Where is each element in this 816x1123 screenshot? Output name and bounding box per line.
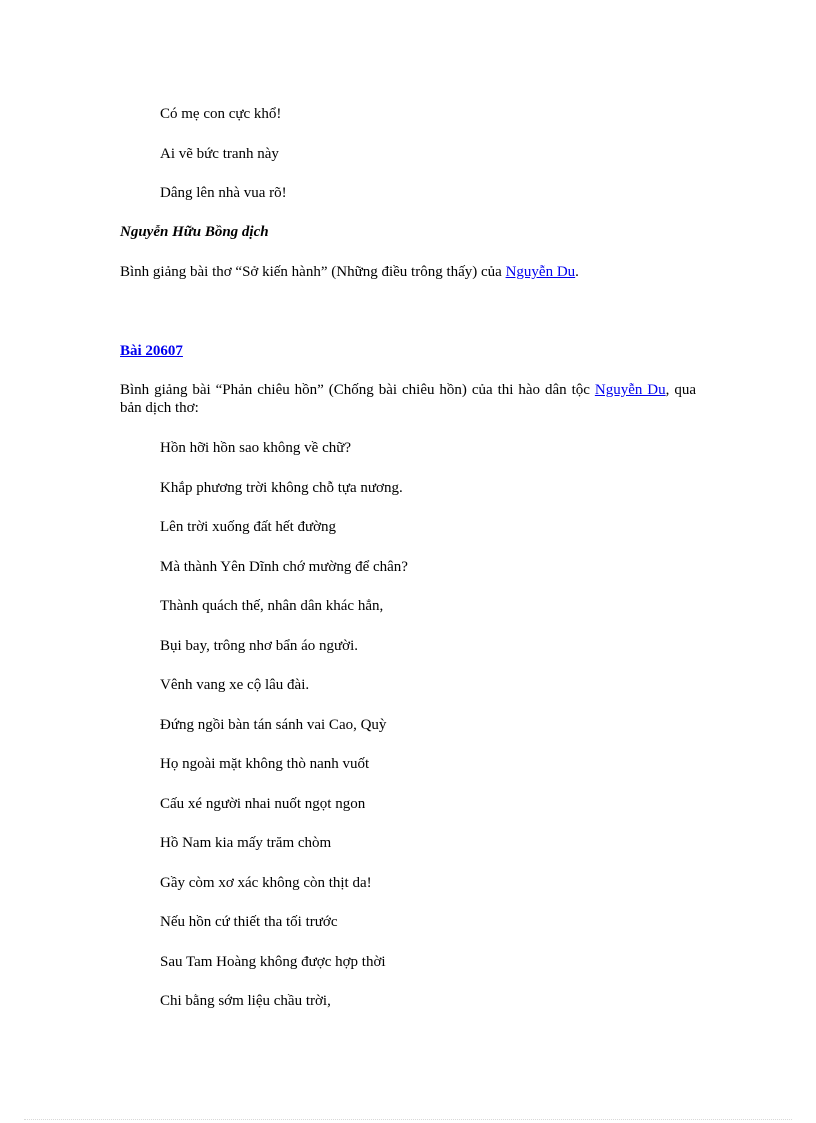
poem-line: Gầy còm xơ xác không còn thịt da! [160,875,372,891]
commentary-paragraph [120,263,579,281]
author-link[interactable]: Nguyễn Du [594,382,666,398]
poem-line: Bụi bay, trông nhơ bẩn áo người. [160,638,358,654]
poem-line: Thành quách thế, nhân dân khác hẳn, [160,598,384,614]
poem-line: Hồ Nam kia mấy trăm chòm [160,835,332,851]
translator-credit: Nguyễn Hữu Bồng dịch [120,224,269,240]
poem-line: Cấu xé người nhai nuốt ngọt ngon [160,796,366,812]
author-link[interactable]: Nguyễn Du [505,264,576,280]
poem-line: Dâng lên nhà vua rõ! [160,185,287,201]
section-intro [120,381,696,417]
poem-line: Chi bằng sớm liệu chầu trời, [160,993,331,1009]
poem-line: Khắp phương trời không chỗ tựa nương. [160,480,403,496]
poem-line: Họ ngoài mặt không thò nanh vuốt [160,756,370,772]
section-heading [120,342,183,360]
section-intro-text: Bình giảng bài “Phản chiêu hồn” (Chống bài chiêu hồn) của thi hào dân tộc [120,382,595,398]
poem-line: Mà thành Yên Dĩnh chớ mường để chân? [160,559,408,575]
poem-line: Lên trời xuống đất hết đường [160,519,337,535]
commentary-end: . [575,264,579,280]
poem-line: Đứng ngồi bàn tán sánh vai Cao, Quỳ [160,717,387,733]
section-intro-tail: , qua bản dịch thơ: [120,382,697,416]
page-bottom-divider [24,1119,792,1120]
poem-line: Sau Tam Hoàng không được hợp thời [160,954,386,970]
poem-line: Vênh vang xe cộ lâu đài. [160,677,310,693]
poem-line: Hồn hỡi hồn sao không về chữ? [160,440,352,456]
commentary-text: Bình giảng bài thơ “Sở kiến hành” (Những điều trông thấy) của [120,264,506,280]
section-heading-link[interactable]: Bài 20607 [120,343,183,359]
poem-line: Có mẹ con cực khổ! [160,106,282,122]
poem-line: Nếu hồn cứ thiết tha tối trước [160,914,338,930]
poem-line: Ai vẽ bức tranh này [160,146,279,162]
